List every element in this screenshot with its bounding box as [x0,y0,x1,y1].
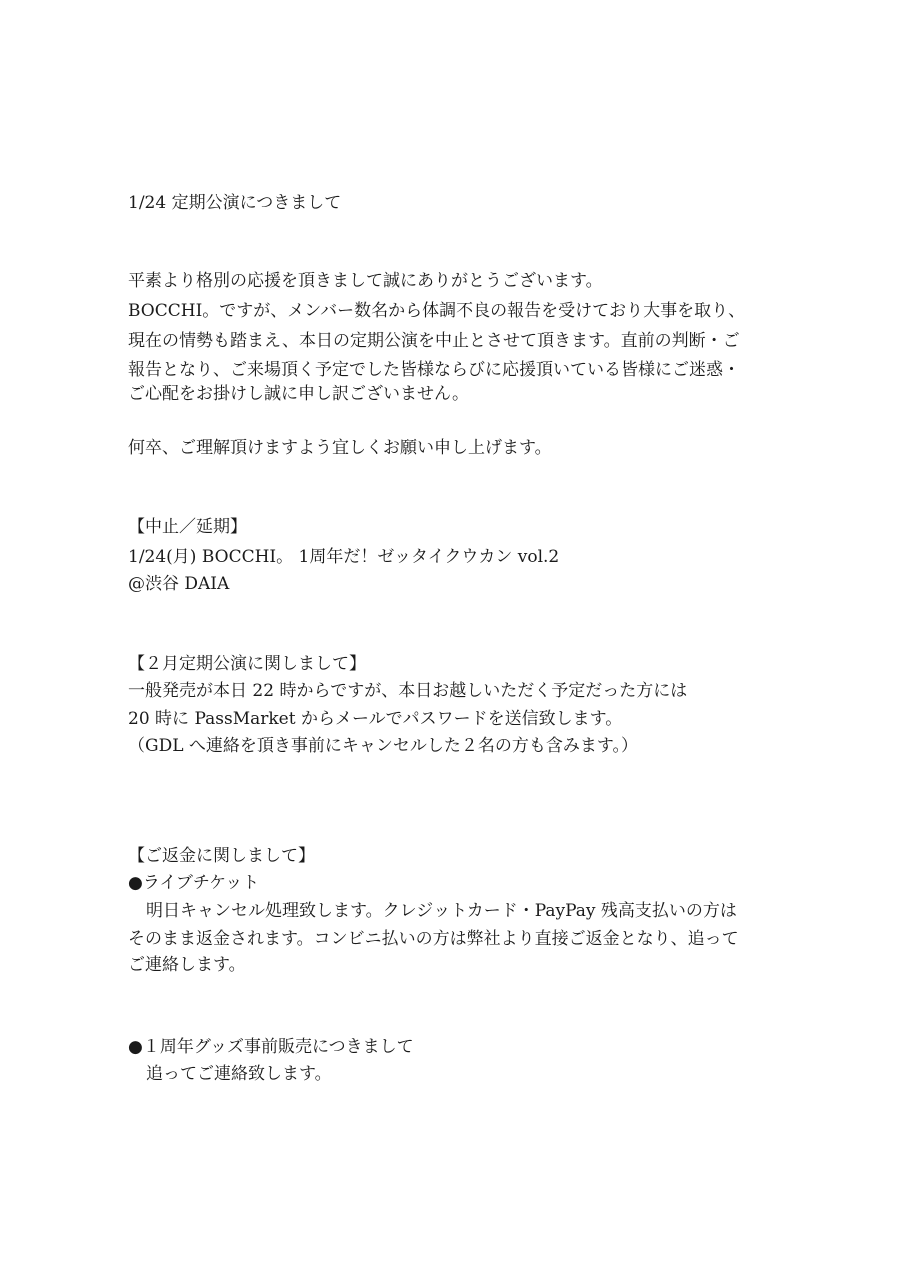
intro-line: 現在の情勢も踏まえ、本日の定期公演を中止とさせて頂きます。直前の判断・ご [128,331,740,351]
intro-line: ご心配をお掛けし誠に申し訳ございません。 [128,384,470,404]
ticket-title: ●ライブチケット [128,873,260,893]
goods-line: 追ってご連絡致します。 [146,1064,332,1084]
ticket-line: そのまま返金されます。コンビニ払いの方は弊社より直接ご返金となり、追って [128,929,739,949]
feb-heading: 【２月定期公演に関しまして】 [128,654,366,674]
refund-heading: 【ご返金に関しまして】 [128,846,315,866]
page-title: 1/24 定期公演につきまして [128,193,342,213]
intro-line: BOCCHI。ですが、メンバー数名から体調不良の報告を受けており大事を取り、 [128,301,746,321]
feb-line: 一般発売が本日 22 時からですが、本日お越しいただく予定だった方には [128,681,688,701]
cancel-venue: @渋谷 DAIA [128,574,230,594]
goods-title: ●１周年グッズ事前販売につきまして [128,1037,414,1057]
feb-line: （GDL へ連絡を頂き事前にキャンセルした２名の方も含みます。） [128,736,639,756]
closing-line: 何卒、ご理解頂けますよう宜しくお願い申し上げます。 [128,438,552,458]
ticket-line: ご連絡します。 [128,955,246,975]
intro-line: 報告となり、ご来場頂く予定でした皆様ならびに応援頂いている皆様にご迷惑・ [128,360,740,380]
cancel-event: 1/24(月) BOCCHI。 1周年だ！ゼッタイクウカン vol.2 [128,547,560,567]
feb-line: 20 時に PassMarket からメールでパスワードを送信致します。 [128,709,623,729]
ticket-line: 明日キャンセル処理致します。クレジットカード・PayPay 残高支払いの方は [146,901,737,921]
intro-line: 平素より格別の応援を頂きまして誠にありがとうございます。 [128,271,603,291]
cancel-heading: 【中止／延期】 [128,517,247,537]
